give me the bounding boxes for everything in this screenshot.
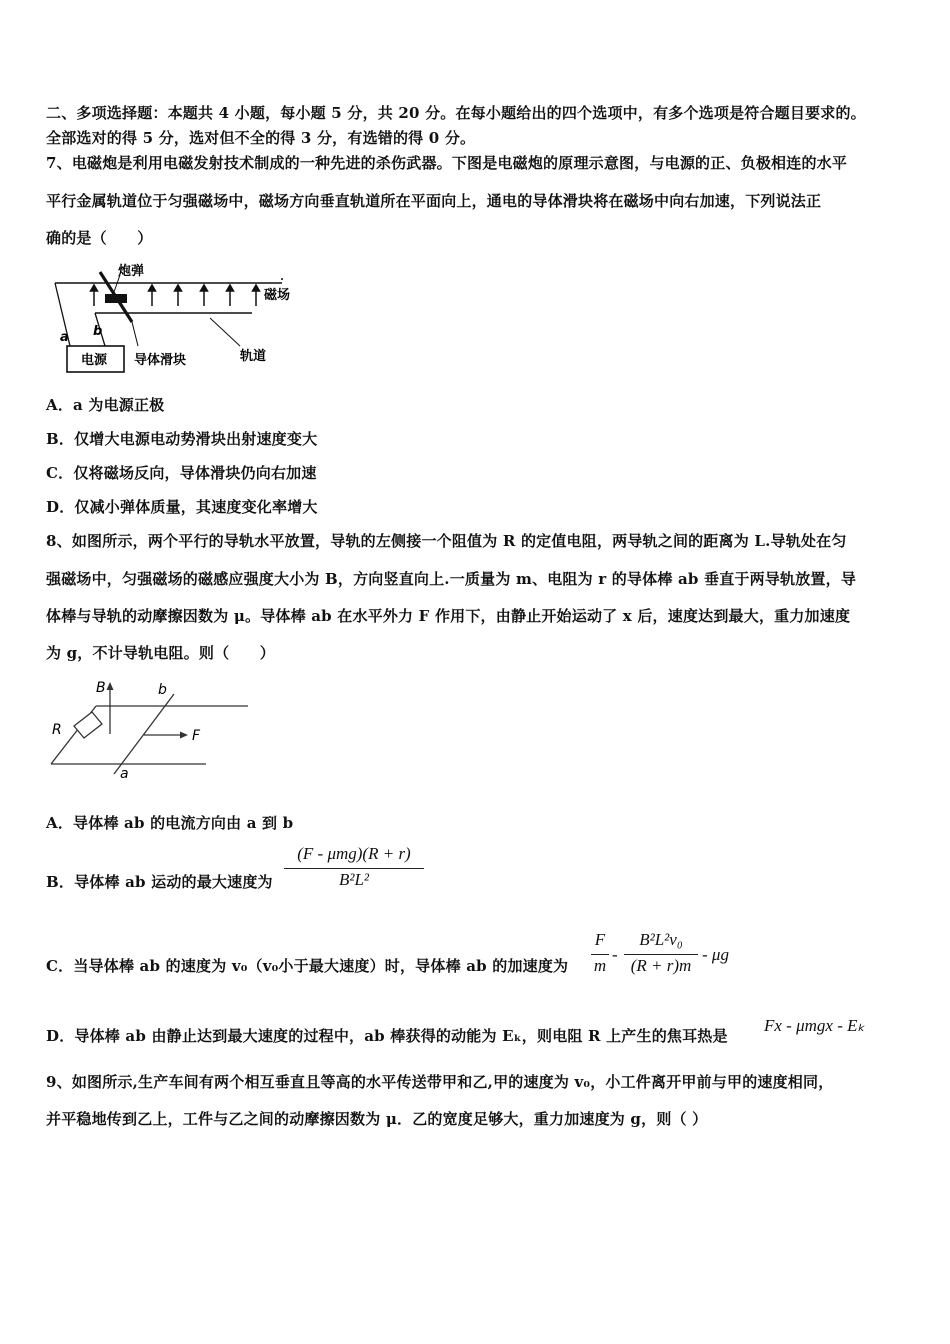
label-slider: 导体滑块 — [134, 353, 187, 368]
q8-option-d: D．导体棒 ab 由静止达到最大速度的过程中，ab 棒获得的动能为 Eₖ，则电阻 R 上产生的焦耳热是 — [46, 1027, 728, 1045]
q8-option-a: A．导体棒 ab 的电流方向由 a 到 b — [46, 814, 294, 832]
q7-option-c: C．仅将磁场反向，导体滑块仍向右加速 — [46, 464, 317, 482]
slider-leader — [132, 322, 138, 346]
fraction-numerator: B²L²v₀ — [639, 930, 683, 949]
q8-option-d-expression: Fx - μmgx - Eₖ — [764, 1016, 865, 1035]
label-a: a — [60, 330, 69, 345]
fraction-denominator: B²L² — [338, 870, 370, 889]
label-track: 轨道 — [240, 349, 267, 364]
label-source: 电源 — [81, 353, 108, 368]
q9-stem-line-1: 9、如图所示,生产车间有两个相互垂直且等高的水平传送带甲和乙,甲的速度为 v₀，小工件离开甲前与甲的速度相同， — [46, 1073, 834, 1091]
q8-option-c-minus: - — [612, 945, 618, 964]
label-B: B — [96, 680, 106, 696]
resistor-R — [74, 712, 102, 738]
q7-stem-line-1: 7、电磁炮是利用电磁发射技术制成的一种先进的杀伤武器。下图是电磁炮的原理示意图，与电源的正、负极相连的水平 — [46, 154, 848, 172]
q7-stem-line-2: 平行金属轨道位于匀强磁场中，磁场方向垂直轨道所在平面向上，通电的导体滑块将在磁场中向右加速，下列说法正 — [46, 192, 822, 210]
q7-option-d: D．仅减小弹体质量，其速度变化率增大 — [46, 498, 318, 516]
q8-stem-line-4: 为 g，不计导轨电阻。则（ ） — [46, 644, 275, 662]
fraction-numerator: (F - μmg)(R + r) — [297, 844, 411, 863]
q8-stem-line-3: 体棒与导轨的动摩擦因数为 μ。导体棒 ab 在水平外力 F 作用下，由静止开始运动了 x 后，速度达到最大，重力加速度 — [46, 607, 851, 625]
q8-option-b: B．导体棒 ab 运动的最大速度为 — [46, 873, 273, 891]
label-field: 磁场 — [264, 288, 291, 303]
label-F: F — [192, 728, 201, 744]
q9-stem-line-2: 并平稳地传到乙上，工件与乙之间的动摩擦因数为 μ．乙的宽度足够大，重力加速度为 g，则（ ） — [46, 1110, 708, 1128]
q8-option-c: C．当导体棒 ab 的速度为 v₀（v₀小于最大速度）时，导体棒 ab 的加速度为 — [46, 957, 569, 975]
fraction-numerator: F — [594, 930, 606, 949]
label-b: b — [93, 324, 103, 339]
fraction-denominator: (R + r)m — [630, 956, 692, 975]
q7-option-b: B．仅增大电源电动势滑块出射速度变大 — [46, 430, 318, 448]
fraction-denominator: m — [593, 956, 607, 975]
label-shell: 炮弹 — [118, 264, 145, 279]
q8-stem-line-1: 8、如图所示，两个平行的导轨水平放置，导轨的左侧接一个阻值为 R 的定值电阻，两导轨之间的距离为 L.导轨处在匀 — [46, 532, 847, 550]
track-leader — [210, 318, 240, 346]
q8-option-b-fraction — [284, 844, 424, 894]
section-header-line-2: 全部选对的得 5 分，选对但不全的得 3 分，有选错的得 0 分。 — [46, 129, 476, 147]
q7-stem-line-3: 确的是（ ） — [46, 229, 153, 247]
projectile-shell — [105, 294, 127, 303]
label-a: a — [120, 766, 129, 782]
q8-stem-line-2: 强磁场中，匀强磁场的磁感应强度大小为 B，方向竖直向上.一质量为 m、电阻为 r 的导体棒 ab 垂直于两导轨放置，导 — [46, 570, 857, 588]
railgun-diagram — [50, 258, 312, 380]
section-header-line-1: 二、多项选择题：本题共 4 小题，每小题 5 分，共 20 分。在每小题给出的四个选项中，有多个选项是符合题目要求的。 — [46, 104, 866, 122]
label-b: b — [158, 682, 167, 698]
q8-option-c-tail: - μg — [702, 945, 729, 964]
label-R: R — [52, 722, 62, 738]
q7-option-a: A．a 为电源正极 — [46, 396, 165, 414]
rail-resistor-diagram — [44, 674, 254, 786]
q8-option-c-fraction-1 — [590, 930, 610, 980]
q8-option-c-fraction-2 — [624, 930, 698, 980]
